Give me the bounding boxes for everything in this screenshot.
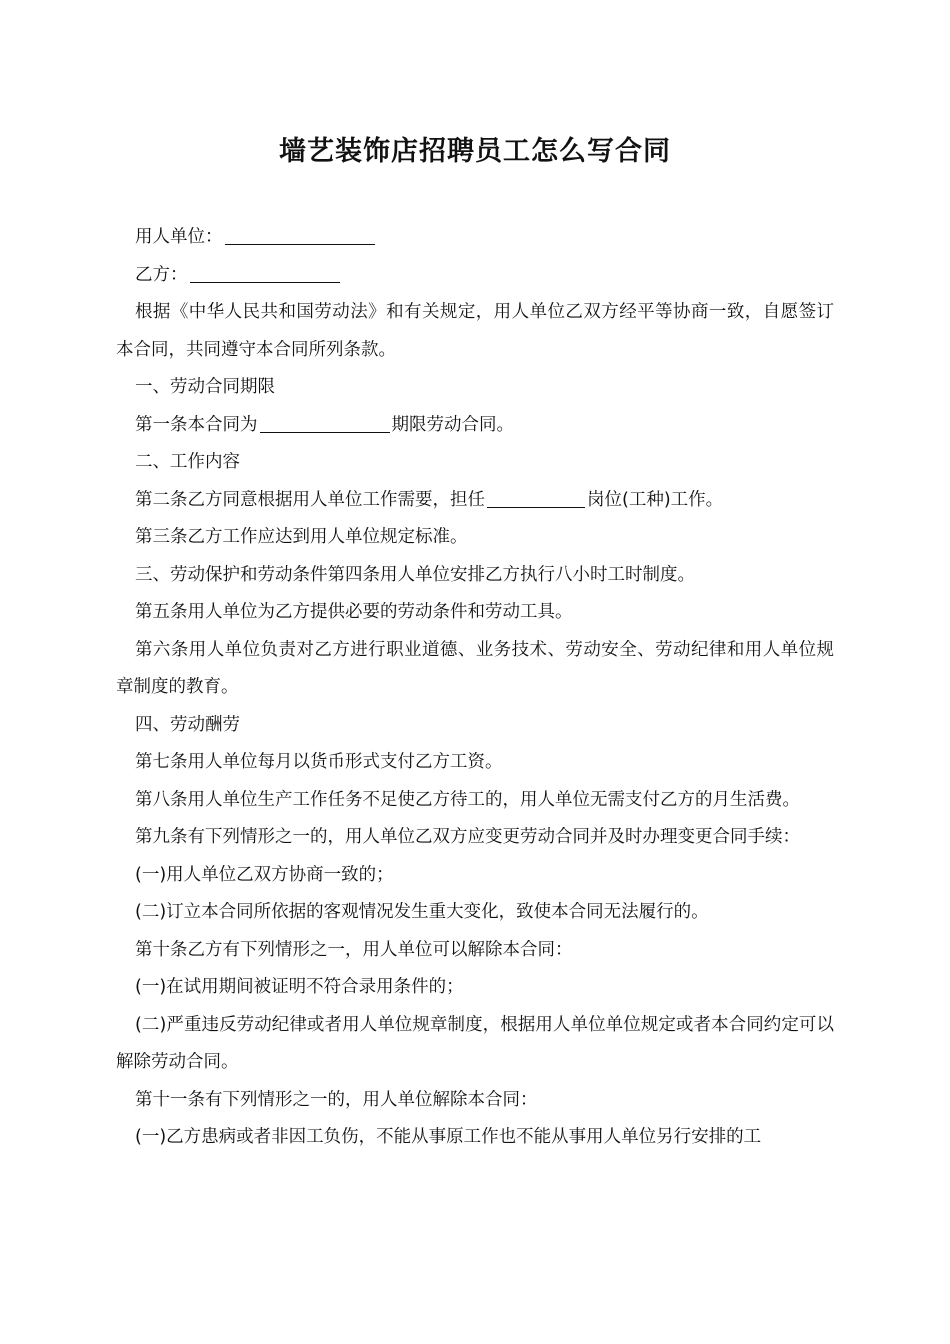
article-2-suffix: 岗位(工种)工作。 (587, 489, 724, 510)
article-7: 第七条用人单位每月以货币形式支付乙方工资。 (135, 752, 503, 772)
article-9-item-1: (一)用人单位乙双方协商一致的； (135, 864, 394, 885)
employer-blank (225, 224, 375, 245)
article-6: 第六条用人单位负责对乙方进行职业道德、业务技术、劳动安全、劳动纪律和用人单位规章制度的教育。 (116, 639, 834, 697)
section-heading-3: 三、劳动保护和劳动条件第四条用人单位安排乙方执行八小时工时制度。 (135, 564, 695, 585)
article-1 (116, 407, 834, 445)
document-title: 墙艺装饰店招聘员工怎么写合同 (279, 136, 671, 167)
position-blank (487, 487, 585, 508)
article-2-prefix: 第二条乙方同意根据用人单位工作需要，担任 (135, 489, 485, 510)
employer-label: 用人单位： (135, 227, 223, 247)
article-1-prefix: 第一条本合同为 (135, 414, 258, 435)
party-b-line (116, 257, 834, 295)
article-5: 第五条用人单位为乙方提供必要的劳动条件和劳动工具。 (135, 602, 573, 622)
article-11: 第十一条有下列情形之一的，用人单位解除本合同： (135, 1089, 538, 1110)
document-body (116, 219, 834, 1157)
section-heading-2: 二、工作内容 (135, 452, 240, 472)
article-10: 第十条乙方有下列情形之一，用人单位可以解除本合同： (135, 939, 573, 960)
article-9-item-2: (二)订立本合同所依据的客观情况发生重大变化，致使本合同无法履行的。 (135, 902, 709, 922)
party-b-label: 乙方： (135, 264, 188, 285)
article-10-item-2: (二)严重违反劳动纪律或者用人单位规章制度，根据用人单位单位规定或者本合同约定可以解除劳动合同。 (116, 1014, 834, 1072)
article-8: 第八条用人单位生产工作任务不足使乙方待工的，用人单位无需支付乙方的月生活费。 (135, 789, 800, 810)
section-heading-1: 一、劳动合同期限 (135, 377, 275, 397)
article-11-item-1: (一)乙方患病或者非因工负伤，不能从事原工作也不能从事用人单位另行安排的工 (135, 1127, 762, 1147)
intro-paragraph: 根据《中华人民共和国劳动法》和有关规定，用人单位乙双方经平等协商一致，自愿签订本合同，共同遵守本合同所列条款。 (116, 302, 834, 360)
article-2 (116, 482, 834, 520)
article-9: 第九条有下列情形之一的，用人单位乙双方应变更劳动合同并及时办理变更合同手续： (135, 827, 800, 847)
party-b-blank (190, 262, 340, 283)
section-heading-4: 四、劳动酬劳 (135, 714, 240, 735)
article-10-item-1: (一)在试用期间被证明不符合录用条件的； (135, 977, 464, 997)
employer-line (116, 219, 834, 257)
article-1-suffix: 期限劳动合同。 (391, 414, 514, 435)
contract-term-blank (260, 412, 390, 433)
article-3: 第三条乙方工作应达到用人单位规定标准。 (135, 527, 468, 547)
